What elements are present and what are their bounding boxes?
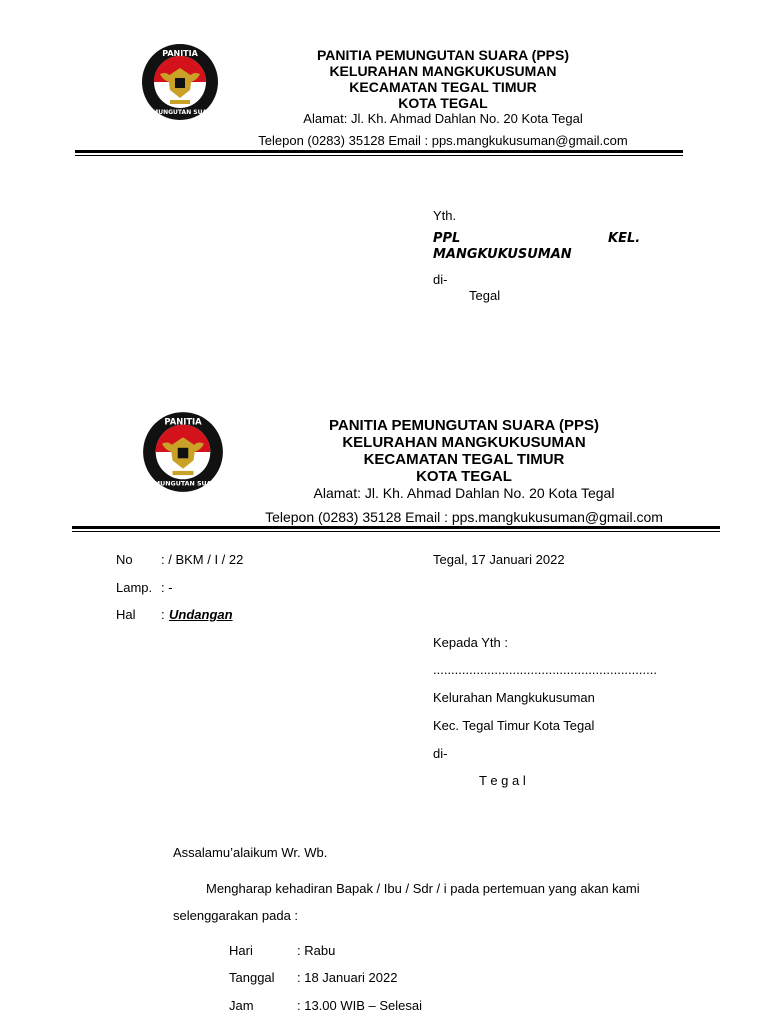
body-line-2: selenggarakan pada :: [173, 908, 299, 923]
svg-text:PEMUNGUTAN SUARA: PEMUNGUTAN SUARA: [143, 109, 217, 116]
detail-label: Tanggal: [229, 970, 275, 985]
lamp-value: : -: [161, 580, 173, 595]
svg-text:PANITIA: PANITIA: [164, 416, 202, 427]
header-line-3: KECAMATAN TEGAL TIMUR: [349, 79, 537, 95]
header-line-4: KOTA TEGAL: [398, 95, 488, 111]
place-date: Tegal, 17 Januari 2022: [433, 552, 565, 567]
detail-value: : Rabu: [297, 943, 336, 958]
recipient-dots: ..............................................................: [433, 662, 657, 677]
pps-logo: [140, 42, 220, 122]
letter-header-rule-thin: [72, 531, 720, 532]
no-value: : / BKM / I / 22: [161, 552, 244, 567]
letter-header-line-1: PANITIA PEMUNGUTAN SUARA (PPS): [329, 417, 599, 434]
letter-header-line-2: KELURAHAN MANGKUKUSUMAN: [342, 434, 586, 451]
header-rule-thick: [75, 150, 683, 153]
hal-label: Hal: [116, 607, 136, 622]
lamp-label: Lamp.: [116, 580, 153, 595]
detail-value: : 18 Januari 2022: [297, 970, 398, 985]
header-line-1: PANITIA PEMUNGUTAN SUARA (PPS): [317, 47, 569, 63]
letter-header-rule-thick: [72, 526, 720, 529]
recipient-di: di-: [433, 746, 448, 761]
envelope-city: Tegal: [469, 288, 501, 303]
letter-header-line-3: KECAMATAN TEGAL TIMUR: [363, 451, 565, 468]
envelope-recipient-ppl: PPL: [433, 231, 461, 246]
header-contact: Telepon (0283) 35128 Email : pps.mangkukusuman@gmail.com: [258, 133, 628, 148]
envelope-yth: Yth.: [433, 208, 457, 223]
header-line-2: KELURAHAN MANGKUKUSUMAN: [329, 63, 557, 79]
hal-value: Undangan: [169, 607, 233, 622]
header-rule-thin: [75, 155, 683, 156]
svg-text:PANITIA: PANITIA: [162, 49, 198, 58]
envelope-recipient-kel: KEL.: [608, 231, 641, 246]
no-label: No: [116, 552, 133, 567]
svg-text:PEMUNGUTAN SUARA: PEMUNGUTAN SUARA: [144, 480, 222, 488]
envelope-di: di-: [433, 272, 448, 287]
detail-label: Hari: [229, 943, 253, 958]
recipient-addr-1: Kelurahan Mangkukusuman: [433, 690, 595, 705]
greeting: Assalamu’alaikum Wr. Wb.: [173, 845, 328, 860]
letter-header-line-4: KOTA TEGAL: [416, 468, 512, 485]
recipient-city: T e g a l: [479, 773, 526, 788]
hal-colon: :: [161, 607, 165, 622]
detail-value: : 13.00 WIB – Selesai: [297, 998, 423, 1013]
letter-header-address: Alamat: Jl. Kh. Ahmad Dahlan No. 20 Kota Tegal: [313, 485, 615, 501]
pps-logo: [141, 410, 225, 494]
recipient-addr-2: Kec. Tegal Timur Kota Tegal: [433, 718, 595, 733]
kepada-yth: Kepada Yth :: [433, 635, 508, 650]
header-address: Alamat: Jl. Kh. Ahmad Dahlan No. 20 Kota Tegal: [303, 111, 583, 126]
letter-header-contact: Telepon (0283) 35128 Email : pps.mangkukusuman@gmail.com: [265, 509, 663, 525]
body-line-1: Mengharap kehadiran Bapak / Ibu / Sdr / i pada pertemuan yang akan kami: [206, 881, 640, 896]
detail-label: Jam: [229, 998, 254, 1013]
envelope-recipient-name: MANGKUKUSUMAN: [433, 247, 572, 262]
